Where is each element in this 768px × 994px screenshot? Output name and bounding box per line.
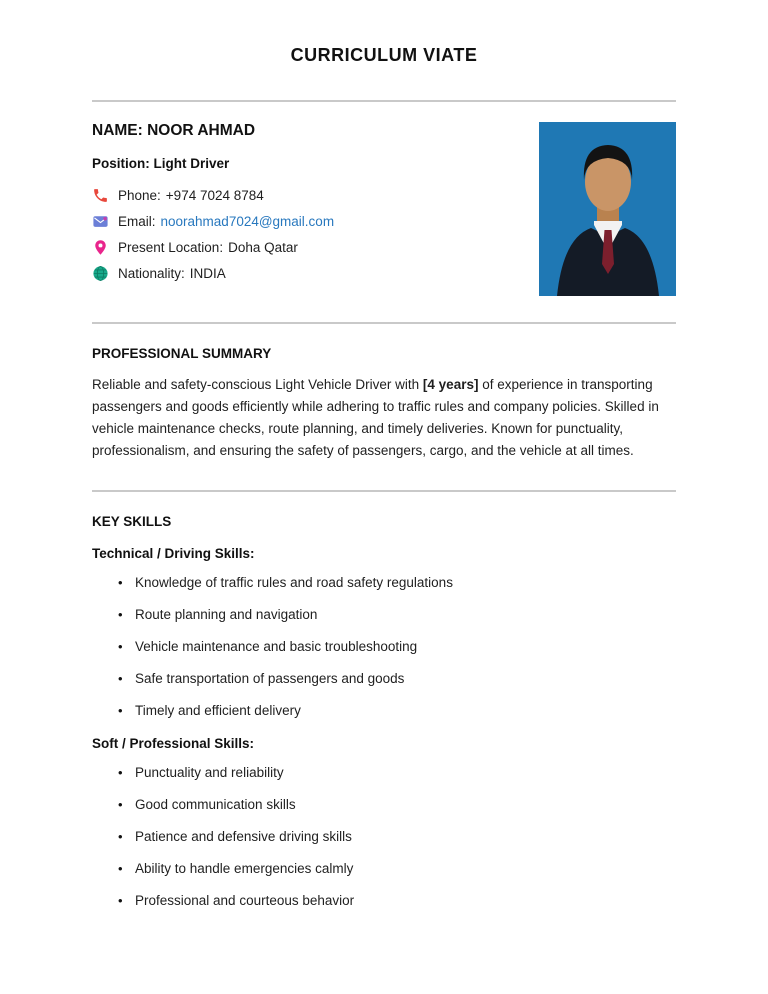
email-link[interactable]: noorahmad7024@gmail.com <box>160 214 335 229</box>
email-icon <box>92 213 109 230</box>
email-label: Email: <box>118 214 156 229</box>
contact-nationality <box>92 265 519 282</box>
section-divider <box>92 490 676 492</box>
person-position: Position: Light Driver <box>92 156 230 171</box>
technical-skill-list <box>92 576 676 718</box>
skill-item: • Timely and efficient delivery <box>118 704 676 718</box>
contact-list <box>92 187 519 282</box>
skill-item: • Professional and courteous behavior <box>118 894 676 908</box>
skills-group-title-technical: Technical / Driving Skills: <box>92 546 255 561</box>
person-name: NAME: NOOR AHMAD <box>92 122 256 139</box>
skill-item: • Safe transportation of passengers and goods <box>118 672 676 686</box>
skills-group-title-soft: Soft / Professional Skills: <box>92 736 255 751</box>
summary-text-after: of experience in transporting passengers and goods efficiently while adhering to traffic rules and company policies. Skilled in vehicle maintenance checks, route planning, and timely deliveries. Known for punctuality, professionalism, and ensuring the safety of passengers, cargo, and the vehicle at all times. <box>92 377 659 458</box>
summary-text-before: Reliable and safety-conscious Light Vehicle Driver with <box>92 377 423 392</box>
globe-icon <box>92 265 109 282</box>
phone-icon <box>92 187 109 204</box>
skill-item: • Good communication skills <box>118 798 676 812</box>
summary-paragraph <box>92 374 676 462</box>
section-divider <box>92 100 676 102</box>
header-section <box>92 122 676 296</box>
section-divider <box>92 322 676 324</box>
location-pin-icon <box>92 239 109 256</box>
document-title: CURRICULUM VIATE <box>290 45 478 65</box>
contact-phone <box>92 187 519 204</box>
phone-label: Phone: <box>118 188 161 203</box>
phone-value: +974 7024 8784 <box>165 188 264 203</box>
nationality-value: INDIA <box>189 266 226 281</box>
skill-item: • Punctuality and reliability <box>118 766 676 780</box>
nationality-label: Nationality: <box>118 266 185 281</box>
soft-skill-list <box>92 766 676 908</box>
skill-item: • Ability to handle emergencies calmly <box>118 862 676 876</box>
profile-photo <box>539 122 676 296</box>
contact-email <box>92 213 519 230</box>
summary-highlight: [4 years] <box>422 377 479 392</box>
skill-item: • Knowledge of traffic rules and road safety regulations <box>118 576 676 590</box>
summary-heading: PROFESSIONAL SUMMARY <box>92 346 272 361</box>
location-value: Doha Qatar <box>228 240 298 255</box>
skill-item: • Patience and defensive driving skills <box>118 830 676 844</box>
skill-item: • Vehicle maintenance and basic troubleshooting <box>118 640 676 654</box>
contact-location <box>92 239 519 256</box>
skill-item: • Route planning and navigation <box>118 608 676 622</box>
skills-heading: KEY SKILLS <box>92 514 172 529</box>
location-label: Present Location: <box>118 240 224 255</box>
